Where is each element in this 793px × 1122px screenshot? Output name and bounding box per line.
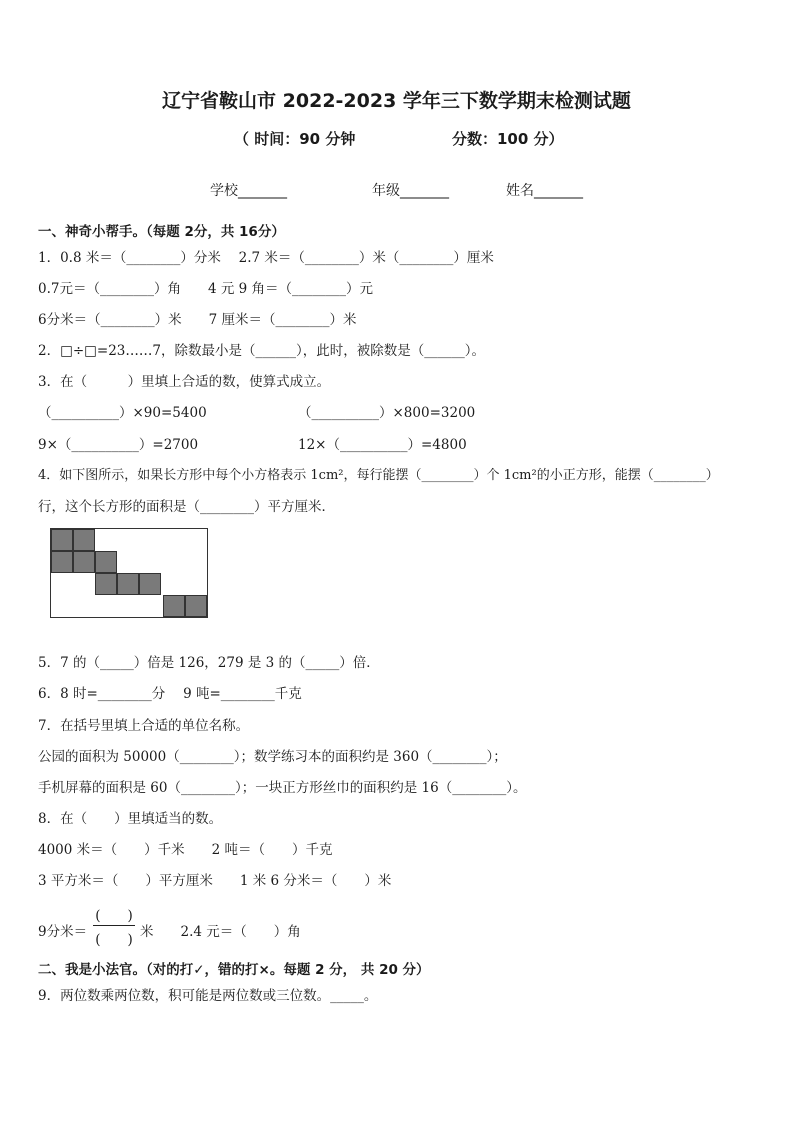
grid-square	[51, 529, 73, 551]
grid-square	[73, 551, 95, 573]
rectangle-grid-figure	[50, 528, 208, 618]
question-1-line-2: 0.7元＝（________）角 4 元 9 角＝（________）元	[38, 281, 374, 297]
question-3-d: 12×（__________）=4800	[298, 437, 467, 453]
question-7-line-2: 手机屏幕的面积是 60（________）；一块正方形丝巾的面积约是 16（________）。	[38, 780, 527, 796]
section-1-heading: 一、神奇小帮手。（每题 2分，共 16分）	[38, 224, 285, 240]
question-1-line-3: 6分米＝（________）米 7 厘米＝（________）米	[38, 312, 357, 328]
name-field: 姓名_______	[506, 183, 583, 199]
question-3: 3．在（ ）里填上合适的数，使算式成立。	[38, 374, 331, 390]
grid-square	[185, 595, 207, 617]
question-7-line-1: 公园的面积为 50000（________）；数学练习本的面积约是 360（________）；	[38, 749, 507, 765]
question-7: 7．在括号里填上合适的单位名称。	[38, 718, 250, 734]
exam-title: 辽宁省鞍山市 2022-2023 学年三下数学期末检测试题	[162, 90, 631, 112]
question-1-line-1: 1．0.8 米＝（________）分米 2.7 米＝（________）米（________）厘米	[38, 250, 494, 266]
fraction-numerator: ( )	[95, 908, 133, 924]
grid-square	[117, 573, 139, 595]
grid-square	[139, 573, 161, 595]
question-8: 8．在（ ）里填适当的数。	[38, 811, 223, 827]
fraction-denominator: ( )	[95, 932, 133, 948]
total-score: 分数：100 分）	[452, 130, 564, 148]
grid-square	[95, 551, 117, 573]
grid-square	[95, 573, 117, 595]
question-4-line-2: 行，这个长方形的面积是（________）平方厘米．	[38, 499, 335, 515]
fraction-bar	[93, 925, 135, 926]
question-3-b: （__________）×800=3200	[298, 405, 476, 421]
grid-square	[163, 595, 185, 617]
grid-square	[73, 529, 95, 551]
question-2: 2．□÷□=23……7，除数最小是（______），此时，被除数是（______）。	[38, 343, 485, 359]
question-4-line-1: 4．如下图所示，如果长方形中每个小方格表示 1cm²，每行能摆（________）个 1cm²的小正方形，能摆（________）	[38, 468, 719, 483]
question-6: 6．8 时=________分 9 吨=________千克	[38, 686, 302, 702]
grid-square	[51, 551, 73, 573]
school-field: 学校_______	[210, 183, 287, 199]
question-3-c: 9×（__________）=2700	[38, 437, 199, 453]
question-8-line-1: 4000 米＝（ ）千米 2 吨＝（ ）千克	[38, 842, 333, 858]
question-5: 5．7 的（_____）倍是 126，279 是 3 的（_____）倍．	[38, 655, 380, 671]
question-9: 9．两位数乘两位数，积可能是两位数或三位数。_____。	[38, 988, 378, 1004]
section-2-heading: 二、我是小法官。（对的打✓，错的打×。每题 2 分， 共 20 分）	[38, 962, 430, 978]
time-limit: （ 时间：90 分钟	[234, 130, 356, 148]
fraction-prefix: 9分米＝	[38, 924, 88, 940]
question-3-a: （__________）×90=5400	[38, 405, 207, 421]
grade-field: 年级_______	[372, 183, 449, 199]
question-8-line-2: 3 平方米＝（ ）平方厘米 1 米 6 分米＝（ ）米	[38, 873, 392, 889]
fraction-suffix: 米 2.4 元＝（ ）角	[140, 924, 301, 940]
